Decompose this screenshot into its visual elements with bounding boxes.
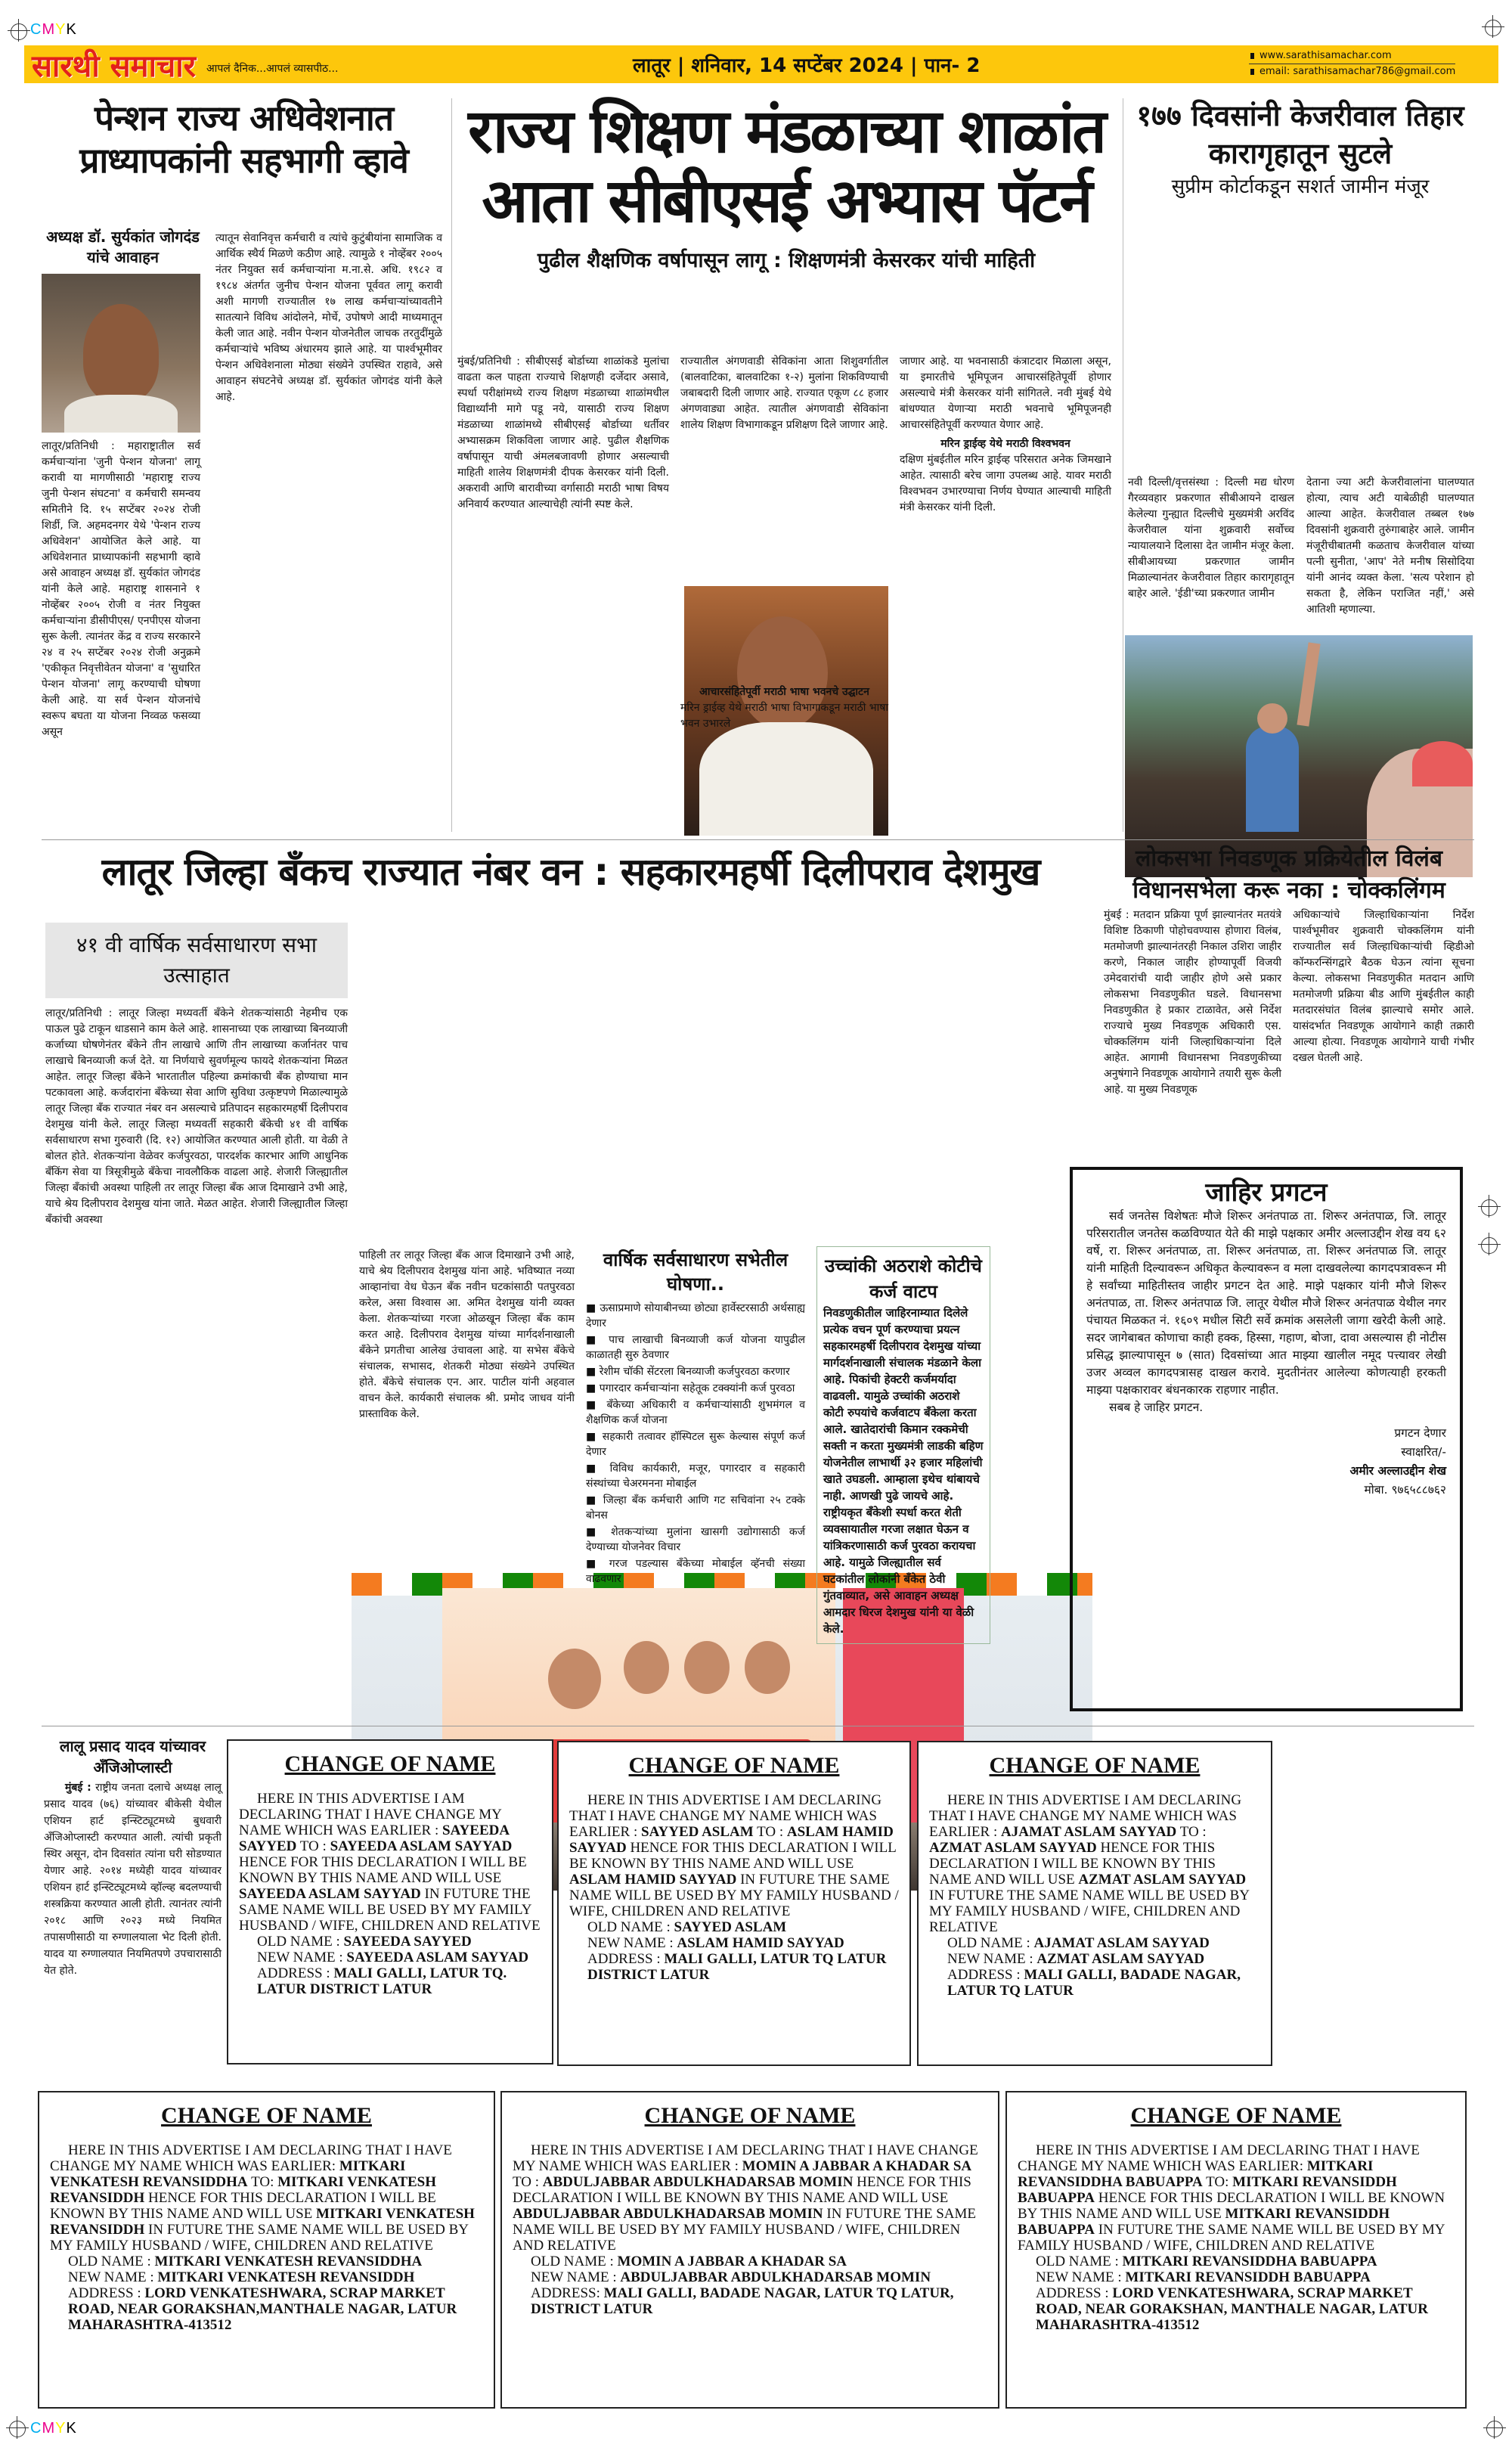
lalu-headline[interactable]: लालू प्रसाद यादव यांच्यावर अँजिओप्लास्टी [59,1737,206,1776]
ad-new-name [929,1951,1260,1967]
ad-old-name [239,1934,541,1950]
announcement-item [586,1429,805,1460]
website-link[interactable]: www.sarathisamachar.com [1249,48,1455,64]
loksabha-col1: मुंबई : मतदान प्रक्रिया पूर्ण झाल्यानंतर मतयंत्रे विशिष्ट ठिकाणी पोहोचवण्यास होणारा विलंब, मतमोजणी झाल्यानंतरही निकाल उशिरा जाहीर करणे, निकाल जाहीर होण्यापूर्वी विजयी उमेदवारांची यादी जाहीर होणे असे प्रकार लोकसभा निवडणुकीत घडले. विधानसभा निवडणुकीत हे प्रकार टाळावेत, असे निर्देश राज्याचे मुख्य निवडणूक अधिकारी एस. चोक्कलिंगम यांनी जिल्हाधिकाऱ्यांना दिले आहेत. आगामी विधानसभा निवडणुकीच्या अनुषंगाने निवडणूक आयोगाने तयारी सुरू केली आहे. या मुख्य निवडणूक [1104,909,1281,1096]
cbse-headline-line1[interactable]: राज्य शिक्षण मंडळाच्या शाळांत [468,96,1105,166]
bank-col2: पाहिली तर लातूर जिल्हा बँक आज दिमाखाने उभी आहे, याचे श्रेय दिलीपराव देशमुख यांना आहे. भविष्यात नव्या आव्हानांचा वेध घेऊन बँक नवीन घटकांसाठी पतपुरवठा करेल, असा विश्वास आ. अमित देशमुख यांनी व्यक्त केला. शेतकऱ्यांच्या गरजा ओळखून जिल्हा बँक काम करत आहे. दिलीपराव देशमुख यांच्या मार्गदर्शनाखाली बँकेने प्रगतीचा आलेख उंचावला आहे. या सभेस बँकेचे संचालक, सभासद, शेतकरी मोठ्या संख्येने उपस्थित होते. बँकेचे संचालक एन. आर. पाटील यांनी अहवाल वाचन केले. कार्यकारी संचालक श्री. प्रमोद जाधव यांनी प्रास्ताविक केले. [359,1249,575,1420]
ad-title: CHANGE OF NAME [284,1751,496,1776]
ad-old-name-value: SAYYED ASLAM [674,1919,787,1935]
public-notice-closing: सबब हे जाहिर प्रगटन. [1109,1401,1204,1414]
ad-name-bold: MOMIN A JABBAR A KHADAR SA [742,2158,972,2174]
ad-name-bold: MITKARI VENKATESH REVANSIDDH [50,2206,475,2238]
change-of-name-ad [917,1741,1272,2066]
pension-headline[interactable]: पेन्शन राज्य अधिवेशनात प्राध्यापकांनी सहभागी व्हावे [79,98,408,181]
ad-title: CHANGE OF NAME [1130,2103,1342,2128]
announcement-text: सहकारी तत्वावर हॉस्पिटल सुरू केल्यास संपूर्ण कर्ज देणार [586,1431,806,1458]
ad-old-name-label: OLD NAME : [947,1935,1034,1951]
cbse-col2-bottom [680,684,888,732]
bullet-icon: ■ [586,1558,609,1570]
bullet-icon: ■ [586,1366,600,1378]
cbse-col3-after: दक्षिण मुंबईतील मरिन ड्राईव्ह परिसरात अनेक जिमखाने आहेत. त्यासाठी बरेच जागा उपलब्ध आहे. यावर मराठी विश्वभवन उभारण्याचा निर्णय घेण्यात आल्याची माहिती मंत्री केसरकर यांनी दिली. [900,454,1111,513]
public-notice-signature [1086,1424,1446,1500]
change-of-name-ad [557,1741,911,2066]
ad-text: HENCE FOR THIS DECLARATION I WILL BE KNOWN BY THIS NAME AND WILL USE [569,1840,897,1872]
ad-address-value: LORD VENKATESHWARA, SCRAP MARKET ROAD, NEAR GORAKSHAN,MANTHALE NAGAR, LATUR MAHARASHTRA-413512 [68,2285,457,2333]
ad-new-name-label: NEW NAME : [587,1935,677,1951]
ad-address-label: ADDRESS : [947,1967,1024,1983]
ad-name-bold: ABDULJABBAR ABDULKHADARSAB MOMIN [513,2206,823,2222]
bank-kicker: ४१ वी वार्षिक सर्वसाधारण सभा उत्साहात [45,923,348,998]
lalu-story [44,1736,222,1979]
announcement-item [586,1301,805,1331]
ad-address-label: ADDRESS : [1036,2285,1113,2301]
ad-text: IN FUTURE THE SAME NAME WILL BE USED BY MY FAMILY HUSBAND / WIFE, CHILDREN AND RELATIVE [513,2206,976,2254]
ad-address [50,2285,483,2333]
ad-text: IN FUTURE THE SAME NAME WILL BE USED BY MY FAMILY HUSBAND / WIFE, CHILDREN AND RELATIVE [1018,2222,1445,2254]
ad-address-label: ADDRESS : [587,1951,665,1967]
email-link[interactable]: email: sarathisamachar786@gmail.com [1249,64,1455,79]
lalu-body: राष्ट्रीय जनता दलाचे अध्यक्ष लालू प्रसाद यादव (७६) यांच्यावर बीकेसी येथील एशियन हार्ट इन्स्टिट्यूटमध्ये बुधवारी अँजिओप्लास्टी करण्यात आली. त्यांची प्रकृती स्थिर असून, दोन दिवसांत त्यांना घरी सोडण्यात येणार आहे. २०१४ मध्येही यादव यांच्यावर एशियन हार्ट इन्स्टिट्यूटमध्ये व्हॉल्व्ह बदलण्याची शस्त्रक्रिया करण्यात आली होती. त्यानंतर त्यांनी २०१८ आणि २०२३ मध्ये नियमित तपासणीसाठी या रुग्णालयाला भेट दिली होती. यादव या रुग्णालयात नियमितपणे उपचारासाठी येत होते. [44,1782,222,1977]
announcement-text: पाच लाखाची बिनव्याजी कर्ज योजना यापुढील काळातही सुरु ठेवणार [586,1334,805,1361]
ad-name-bold: SAYEEDA ASLAM SAYYAD [330,1838,513,1854]
ad-new-name [239,1950,541,1965]
ad-old-name-label: OLD NAME : [1036,2254,1123,2269]
bullet-icon: ■ [586,1399,607,1411]
ad-old-name-value: SAYEEDA SAYYED [343,1934,472,1950]
ad-new-name-label: NEW NAME : [257,1950,347,1965]
cbse-col3-text: जाणार आहे. या भवनासाठी कंत्राटदार मिळाला असून, या इमारतीचे भूमिपूजन आचारसंहितेपूर्वी होणार असल्याचे मंत्री केसरकर यांनी सांगितले. नवी मुंबई येथे बांधण्यात येणाऱ्या मराठी भवनाचे भूमिपूजनही आचारसंहितेपूर्वी करण्यात येणार आहे. [900,355,1111,431]
lalu-dateline: मुंबई : [65,1782,91,1794]
ad-text: HENCE FOR THIS DECLARATION I WILL BE KNOWN BY THIS NAME AND WILL USE [929,1840,1216,1888]
ad-declaration [1018,2142,1455,2254]
ad-declaration [50,2142,483,2254]
bullet-icon: ■ [586,1494,603,1506]
kejriwal-photo [1125,635,1473,877]
announcements-list [586,1301,805,1587]
ad-new-name-value: ABDULJABBAR ABDULKHADARSAB MOMIN [620,2269,931,2285]
ad-old-name-value: MITKARI VENKATESH REVANSIDDHA [154,2254,423,2269]
announcement-text: गरज पडल्यास बँकेच्या मोबाईल व्हॅनची संख्या वाढवणार [586,1558,805,1585]
kejriwal-col2: देताना ज्या अटी केजरीवालांना घालण्यात होत्या, त्याच अटी याबेळीही घालण्यात आल्या आहेत. केजरीवाल तब्बल १७७ दिवसांनी शुक्रवारी तुरुंगाबाहेर आले. जामीन मंजूरीचीबातमी कळताच केजरीवाल यांच्या पत्नी सुनीता, 'आप' नेते मनीष सिसोदिया यांनी आनंद व्यक्त केला. 'सत्य परेशान हो सकता है, लेकिन पराजित नहीं,' असे आतिशी म्हणाल्या. [1306,476,1474,616]
tagline: आपलं दैनिक...आपलं व्यासपीठ... [206,62,339,75]
ad-old-name-label: OLD NAME : [68,2254,155,2269]
announcement-text: पगारदार कर्मचाऱ्यांना सहेतूक टक्क्यांनी कर्ज पुरवठा [599,1382,795,1394]
bullet-icon: ■ [586,1302,600,1314]
announcements-box [586,1248,805,1588]
dateline: लातूर | शनिवार, 14 सप्टेंबर 2024 | पान- 2 [633,54,981,77]
ad-declaration [929,1792,1260,1935]
announcement-text: रेशीम चॉकी सेंटरला बिनव्याजी कर्जपुरवठा करणार [599,1366,790,1378]
ad-title: CHANGE OF NAME [161,2103,372,2128]
ad-name-bold: MITKARI REVANSIDDHA BABUAPPA [1018,2158,1374,2190]
registration-mark-icon [1482,15,1504,38]
ad-address-value: MALI GALLI, BADADE NAGAR, LATUR TQ LATUR, DISTRICT LATUR [531,2285,954,2317]
ad-address-label: ADDRESS: [531,2285,604,2301]
ad-new-name-label: NEW NAME : [947,1951,1037,1967]
public-notice [1070,1167,1463,1711]
pension-col2: त्यातून सेवानिवृत्त कर्मचारी व त्यांचे कुटुंबीयांना सामाजिक व आर्थिक स्थैर्य मिळणे कठीण आहे. त्यामुळे १ नोव्हेंबर २००५ नंतर नियुक्त सर्व कर्मचाऱ्यांना म.ना.से. अधि. १९८२ व १९८४ अंतर्गत जुनीच पेन्शन योजना पूर्ववत लागू करावी अशी मागणी राज्यातील १७ लाख कर्मचाऱ्यांच्यावतीने सातत्याने विविध आंदोलने, मोर्चे, उपोषणे आदी माध्यमातून केली जात आहे. नवीन पेन्शन योजनेतील जाचक तरतुदींमुळे कर्मचाऱ्यांचे भविष्य अंधारमय झाले आहे. या पार्श्वभूमीवर पेन्शन अधिवेशनाला मोठ्या संख्येने उपस्थित राहावे, असे आवाहन संघटनेचे अध्यक्ष डॉ. सुर्यकांत जोगदंड यांनी केले आहे. [215,232,442,403]
announcement-text: जिल्हा बँक कर्मचारी आणि गट सचिवांना २५ टक्के बोनस [586,1494,805,1522]
ad-name-bold: SAYEEDA SAYYED [239,1823,510,1854]
announcement-item [586,1556,805,1587]
pension-subhead: अध्यक्ष डॉ. सुर्यकांत जोगदंड यांचे आवाहन [46,228,200,266]
ad-new-name-value: SAYEEDA ASLAM SAYYAD [346,1950,529,1965]
ad-address [239,1965,541,1997]
kejriwal-story [1126,97,1474,200]
ad-text: IN FUTURE THE SAME NAME WILL BE USED BY MY FAMILY HUSBAND / WIFE, CHILDREN AND RELATIVE [929,1888,1250,1935]
ad-text: HERE IN THIS ADVERTISE I AM DECLARING THAT I HAVE CHANGE MY NAME WHICH WAS EARLIER : [569,1792,882,1840]
announcement-item [586,1332,805,1363]
registration-mark-icon [1478,1195,1501,1218]
pension-story [45,97,442,181]
bullet-icon: ■ [586,1526,612,1538]
ad-new-name [513,2269,987,2285]
ad-old-name [50,2254,483,2269]
change-of-name-ad [1005,2091,1467,2409]
ad-new-name [1018,2269,1455,2285]
ad-name-bold: AZMAT ASLAM SAYYAD [1078,1872,1247,1888]
ad-old-name-label: OLD NAME : [257,1934,344,1950]
ad-new-name-label: NEW NAME : [1036,2269,1126,2285]
announcement-text: विविध कार्यकारी, मजूर, पगारदार व सहकारी संस्थांच्या चेअरमनना मोबाईल [586,1463,805,1490]
ad-text: HENCE FOR THIS DECLARATION I WILL BE KNOWN BY THIS NAME AND WILL USE [239,1854,527,1886]
kejriwal-col1: नवी दिल्ली/वृत्तसंस्था : दिल्ली मद्य धोरण गैरव्यवहार प्रकरणात सीबीआयने दाखल केलेल्या गुन्ह्यात दिल्लीचे मुख्यमंत्री अरविंद केजरीवाल यांना शुक्रवारी सर्वोच्च न्यायालयाने दिलासा देत जामीन मंजूर केला. सीबीआयच्या प्रकरणात जामीन मिळाल्यानंतर केजरीवाल तिहार कारागृहातून बाहेर आले. 'ईडी'च्या प्रकरणात जामीन [1128,476,1294,600]
ad-name-bold: AZMAT ASLAM SAYYAD [929,1840,1097,1856]
ad-text: HENCE FOR THIS DECLARATION I WILL BE KNOWN BY THIS NAME AND WILL USE [50,2190,436,2222]
ad-text: IN FUTURE THE SAME NAME WILL BE USED BY MY FAMILY HUSBAND / WIFE, CHILDREN AND RELATIVE [569,1872,899,1919]
ad-address [569,1951,899,1983]
ad-old-name-value: AJAMAT ASLAM SAYYAD [1033,1935,1210,1951]
bullet-icon: ■ [586,1463,610,1475]
announcement-item [586,1525,805,1555]
announcement-text: शेतकऱ्यांच्या मुलांना खासगी उद्योगासाठी कर्ज देण्याच्या योजनेवर विचार [586,1526,806,1553]
ad-address-value: LORD VENKATESHWARA, SCRAP MARKET ROAD, NEAR GORAKSHAN, MANTHALE NAGAR, LATUR MAHARASHTRA-413512 [1036,2285,1429,2333]
ad-name-bold: MITKARI VENKATESH REVANSIDDHA [50,2158,406,2190]
ad-name-bold: AJAMAT ASLAM SAYYAD [1001,1824,1177,1840]
ad-text: HERE IN THIS ADVERTISE I AM DECLARING THAT I HAVE CHANGE MY NAME WHICH WAS EARLIER : [513,2142,978,2174]
ad-old-name-label: OLD NAME : [531,2254,618,2269]
ad-name-bold: ABDULJABBAR ABDULKHADARSAB MOMIN [542,2174,854,2190]
ad-address [1018,2285,1455,2333]
ad-address-label: ADDRESS : [68,2285,145,2301]
ad-text: IN FUTURE THE SAME NAME WILL BE USED BY MY FAMILY HUSBAND / WIFE, CHILDREN AND RELATIVE [239,1886,541,1934]
ad-text: TO : [1176,1824,1207,1840]
ad-declaration [239,1791,541,1934]
public-notice-body: सर्व जनतेस विशेषतः मौजे शिरूर अनंतपाळ ता. शिरूर अनंतपाळ, जि. लातूर परिसरातील जनतेस कळविण्यात येते की माझे पक्षकार अमीर अल्लाउद्दीन शेख वय ६२ वर्षे, रा. शिरूर अनंतपाळ, ता. शिरूर अनंतपाळ, ता. शिरूर अनंतपाळ जि. लातूर यांनी माहिती दिल्यावरून अधिकृत केल्यावरून व मला दाखवलेल्या कागदपत्रावरून मी हे सर्वांच्या माहितीस्तव जाहीर प्रगटन देत आहे. माझे पक्षकार यांनी मौजे शिरूर अनंतपाळ, ता. शिरूर अनंतपाळ जि. लातूर येथील मौजे शिरूर अनंतपाळ येथील नगर पंचायत मिळकत नं. १६०९ मधील सिटी सर्वे क्रमांक असलेली जागा खरेदी केली आहे. सदर जागेबाबत कोणाचा काही हक्क, हिस्सा, गहाण, बोजा, दावा असल्यास ही नोटीस प्रसिद्ध झाल्यापासून ७ (सात) दिवसांच्या आत माझ्या खालील नमूद पत्त्यावर लेखी उजर अव्वल कागदपत्रासह दाखल करावे. मुदतीनंतर आलेल्या कोणत्याही हरकती माझ्या पक्षकारावर बंधनकारक राहणार नाहीत. [1086,1209,1446,1397]
ad-declaration [513,2142,987,2254]
bullet-icon: ■ [586,1431,603,1443]
ad-address [929,1967,1260,1999]
masthead [24,45,1498,83]
ad-name-bold: MITKARI REVANSIDDH BABUAPPA [1018,2206,1390,2238]
ad-address-value: MALI GALLI, LATUR TQ LATUR DISTRICT LATUR [587,1951,887,1983]
ad-text: HERE IN THIS ADVERTISE I AM DECLARING THAT I HAVE CHANGE MY NAME WHICH WAS EARLIER : [929,1792,1242,1840]
ad-text: IN FUTURE THE SAME NAME WILL BE USED BY MY FAMILY HUSBAND / WIFE, CHILDREN AND RELATIVE [50,2222,469,2254]
loan-body: निवडणुकीतील जाहिरनाम्यात दिलेले प्रत्येक वचन पूर्ण करण्याचा प्रयत्न सहकारमहर्षी दिलीपराव देशमुख यांच्या मार्गदर्शनाखाली संचालक मंडळाने केला आहे. पिकांची हेक्टरी कर्जमर्यादा वाढवली. यामुळे उच्चांकी अठराशे कोटी रुपयांचे कर्जवाटप बँकेला करता आले. खातेदारांची किमान रक्कमेची सक्ती न करता मुख्यमंत्री लाडकी बहिण योजनेतील लाभार्थी ३२ हजार महिलांची खाते उघडली. आम्हाला इथेच थांबायचे नाही. आणखी पुढे जायचे आहे. राष्ट्रीयकृत बँकेशी स्पर्धा करत शेती व्यवसायातील गरजा लक्षात घेऊन व यांत्रिकरणासाठी कर्ज पुरवठा करायचा आहे. यामुळे जिल्ह्यातील सर्व घटकांतील लोकांनी बँकेत ठेवी गुंतवाव्यात, असे आवाहन अध्यक्ष आमदार धिरज देशमुख यांनी या वेळी केले. [823,1306,984,1636]
announcement-text: ऊसाप्रमाणे सोयाबीनच्या छोट्या हार्वेस्टरसाठी अर्थसाह्य देणार [586,1302,805,1329]
ad-old-name [569,1919,899,1935]
bank-headline[interactable]: लातूर जिल्हा बँकच राज्यात नंबर वन : सहकारमहर्षी दिलीपराव देशमुख [101,850,1040,894]
ad-address-label: ADDRESS : [257,1965,334,1981]
announcement-item [586,1461,805,1491]
jogdand-photo [42,274,200,433]
change-of-name-ad [227,1739,553,2064]
cbse-story [454,97,1119,273]
change-of-name-ad [38,2091,495,2409]
ad-old-name-value: MOMIN A JABBAR A KHADAR SA [617,2254,847,2269]
ad-old-name-label: OLD NAME : [587,1919,674,1935]
announcement-item [586,1493,805,1523]
cmyk-marker-bottom: CMYK [30,2420,77,2437]
ad-address-value: MALI GALLI, BADADE NAGAR, LATUR TQ LATUR [947,1967,1241,1999]
change-of-name-ad [500,2091,999,2409]
ad-old-name [1018,2254,1455,2269]
loan-box [816,1246,990,1644]
ad-name-bold: ASLAM HAMID SAYYAD [569,1872,737,1888]
cbse-col3-subhead: मरिन ड्राईव्ह येथे मराठी विश्वभवन [940,438,1070,450]
ad-name-bold: ASLAM HAMID SAYYAD [569,1824,894,1856]
ad-text: HENCE FOR THIS DECLARATION I WILL BE KNOWN BY THIS NAME AND WILL USE [1018,2190,1445,2222]
ad-declaration [569,1792,899,1919]
ad-text: TO: [1202,2174,1233,2190]
cbse-col1: मुंबई/प्रतिनिधी : सीबीएसई बोर्डाच्या शाळांकडे मुलांचा वाढता कल पाहता राज्याचे शिक्षणही दर्जेदार असावे, स्पर्धा परीक्षांमध्ये राज्य शिक्षण मंडळाच्या शाळांमधील विद्यार्थ्यांनी मागे पडू नये, यासाठी राज्य शिक्षण मंडळाच्या शाळांमध्ये सीबीएसई बोर्डाच्या धर्तीवर अभ्यासक्रम शिकविला जाणार आहे. पुढील शैक्षणिक वर्षापासून याची अंमलबजावणी होणार असल्याची माहिती शालेय शिक्षणमंत्री दीपक केसरकर यांनी दिली. अकरावी आणि बारावीच्या वर्गासाठी मराठी भाषा विषय अनिवार्य करण्यात आल्याचेही त्यांनी स्पष्ट केले. [457,355,669,510]
ad-new-name-label: NEW NAME : [68,2269,158,2285]
ad-name-bold: SAYEEDA ASLAM SAYYAD [239,1886,421,1902]
announcement-item [586,1381,805,1396]
loksabha-headline[interactable]: लोकसभा निवडणूक प्रक्रियेतील विलंब विधानसभेला करू नका : चोक्कलिंगम [1132,845,1445,904]
public-notice-title: जाहिर प्रगटन [1205,1177,1328,1208]
cbse-col2-after: मरिन ड्राईव्ह येथे मराठी भाषा विभागाकडून मराठी भाषा भवन उभारले [680,702,888,730]
cbse-col2-text: राज्यातील अंगणवाडी सेविकांना आता शिशुवर्गातील (बालवाटिका, बालवाटिका १-२) मुलांना शिकविण्याची जबाबदारी दिली जाणार आहे. राज्यात एकूण ८८ हजार अंगणवाड्या आहेत. त्यातील अंगणवाडी सेविकांना शालेय शिक्षण विभागाकडून प्रशिक्षण दिले जाणार आहे. [680,355,888,431]
ad-text: TO : [296,1838,330,1854]
ad-new-name [50,2269,483,2285]
cbse-subhead: पुढील शैक्षणिक वर्षापासून लागू : शिक्षणमंत्री केसरकर यांची माहिती [537,249,1036,272]
ad-new-name-value: AZMAT ASLAM SAYYAD [1036,1951,1205,1967]
ad-new-name-value: ASLAM HAMID SAYYAD [677,1935,844,1951]
ad-text: HERE IN THIS ADVERTISE I AM DECLARING THAT I HAVE CHANGE MY NAME WHICH WAS EARLIER: [1018,2142,1420,2174]
ad-title: CHANGE OF NAME [628,1753,840,1778]
ad-old-name [513,2254,987,2269]
signatory-name: अमीर अल्लाउद्दीन शेख [1349,1464,1446,1478]
ad-new-name-label: NEW NAME : [531,2269,621,2285]
cbse-col3 [900,354,1111,516]
ad-name-bold: MITKARI VENKATESH REVANSIDDH [50,2174,437,2206]
cmyk-marker-top: CMYK [30,21,77,38]
cbse-col2-subhead: आचारसंहितेपूर्वी मराठी भाषा भवनचे उद्घाटन [699,686,869,698]
announcements-title: वार्षिक सर्वसाधारण सभेतील घोषणा.. [603,1249,789,1295]
announcement-item [586,1398,805,1428]
ad-old-name [929,1935,1260,1951]
ad-name-bold: MITKARI REVANSIDDH BABUAPPA [1018,2174,1397,2206]
cbse-col2-top [680,354,888,433]
ad-text: HENCE FOR THIS DECLARATION I WILL BE KNOWN BY THIS NAME AND WILL USE [513,2174,971,2206]
signoff-label: प्रगटन देणार [1394,1426,1446,1440]
kejriwal-headline[interactable]: १७७ दिवसांनी केजरीवाल तिहार कारागृहातून सुटले [1136,99,1464,170]
pension-col1: लातूर/प्रतिनिधी : महाराष्ट्रातील सर्व कर्मचाऱ्यांना 'जुनी पेन्शन योजना' लागू करावी या मागणीसाठी 'महाराष्ट्र राज्य जुनी पेन्शन संघटना' व कर्मचारी समन्वय समितीने दि. १५ सप्टेंबर २०२४ रोजी शिर्डी, जि. अहमदनगर येथे 'पेन्शन राज्य अधिवेशन' आयोजित केले आहे. या अधिवेशनात प्राध्यापकांनी सहभागी व्हावे असे आवाहन अध्यक्ष डॉ. सुर्यकांत जोगदंड यांनी केले आहे. महाराष्ट्र शासनाने १ नोव्हेंबर २००५ रोजी व नंतर नियुक्त कर्मचाऱ्यांना डीसीपीएस/ एनपीएस योजना सुरू केली. त्यानंतर केंद्र व राज्य सरकारने २४ व २५ सप्टेंबर २०२४ रोजी अनुक्रमे 'एकीकृत निवृत्तीवेतन योजना' व 'सुधारित पेन्शन योजना' लागू करण्याची घोषणा केली आहे. या सर्व पेन्शन योजनांचे स्वरूप बघता या योजना निव्वळ फसव्या असून [42,440,200,738]
ad-address-value: MALI GALLI, LATUR TQ. LATUR DISTRICT LATUR [257,1965,507,1997]
cbse-headline-line2[interactable]: आता सीबीएसई अभ्यास पॅटर्न [482,166,1091,236]
ad-text: HERE IN THIS ADVERTISE I AM DECLARING THAT I HAVE CHANGE MY NAME WHICH WAS EARLIER : [239,1791,502,1838]
ad-new-name-value: MITKARI REVANSIDDH BABUAPPA [1125,2269,1371,2285]
brand-logo[interactable]: सारथी समाचार [32,48,197,84]
ad-old-name-value: MITKARI REVANSIDDHA BABUAPPA [1122,2254,1377,2269]
ad-title: CHANGE OF NAME [644,2103,856,2128]
registration-mark-icon [6,2416,29,2439]
ad-new-name [569,1935,899,1951]
ad-text: HERE IN THIS ADVERTISE I AM DECLARING THAT I HAVE CHANGE MY NAME WHICH WAS EARLIER: [50,2142,452,2174]
ad-text: TO : [753,1824,787,1840]
loksabha-col2: अधिकाऱ्यांचे जिल्हाधिकाऱ्यांना निर्देश पार्श्वभूमीवर शुक्रवारी चोक्कलिंगम यांनी राज्यातील सर्व जिल्हाधिकाऱ्यांची व्हिडीओ कॉन्फरन्सिंगद्वारे बैठक घेऊन त्यांना सूचना केल्या. लोकसभा निवडणुकीत मतदान आणि मतमोजणी प्रक्रिया बीड आणि मुंबईतील काही मतदारसंघांत विलंब झाल्याचे समोर आले. यासंदर्भात निवडणूक आयोगाने काही तक्रारी आल्या होत्या. निवडणूक आयोगाने याची गंभीर दखल घेतली आहे. [1293,909,1474,1064]
ad-text: TO: [247,2174,278,2190]
kejriwal-subhead: सुप्रीम कोर्टाकडून सशर्त जामीन मंजूर [1171,175,1430,198]
announcement-item [586,1364,805,1379]
registration-mark-icon [8,19,30,42]
signatory-mobile: मोबा. ९७६५८८७६२ [1364,1483,1446,1497]
ad-text: TO : [513,2174,543,2190]
registration-mark-icon [1478,1233,1501,1255]
ad-address [513,2285,987,2317]
ad-title: CHANGE OF NAME [989,1753,1201,1778]
ad-new-name-value: MITKARI VENKATESH REVANSIDDH [157,2269,415,2285]
bullet-icon: ■ [586,1334,609,1346]
ad-name-bold: SAYYED ASLAM [641,1824,754,1840]
bank-col1: लातूर/प्रतिनिधी : लातूर जिल्हा मध्यवर्ती बँकेने शेतकऱ्यांसाठी नेहमीच एक पाऊल पुढे टाकून धाडसाने काम केले आहे. शासनाच्या एक लाखाच्या बिनव्याजी कर्जाच्या घोषणेनंतर बँकेने तीन लाखाचे आणि तीन लाखाच्या कर्जानंतर पाच लाखाचे बिनव्याजी कर्ज देते. या निर्णयाचे सुवर्णमूल्य फायदे शेतकऱ्यांना मिळत आहेत. लातूर जिल्हा बँकेने भारतातील पहिल्या क्रमांकाची बँक होण्याचा मान पटकावला आहे. कर्जदारांना बँकेच्या सेवा आणि सुविधा उत्कृष्टपणे मिळाल्यामुळे लातूर जिल्हा बँक राज्यात नंबर वन असल्याचे प्रतिपादन सहकारमहर्षी दिलीपराव देशमुख यांनी केले. लातूर जिल्हा मध्यवर्ती सहकारी बँकेची ४१ वी वार्षिक सर्वसाधारण सभा गुरुवारी (दि. १२) आयोजित करण्यात आली होती. या वेळी ते बोलत होते. शेतकऱ्यांना वेळेवर कर्जपुरवठा, पारदर्शक कारभार आणि आधुनिक बँकिंग सेवा या त्रिसूत्रीमुळे बँकेचा नावलौकिक वाढला आहे. शेजारी जिल्ह्यातील जिल्हा बँकांची अवस्था पाहिली तर लातूर जिल्हा बँक आज दिमाखाने उभी आहे, याचे श्रेय दिलीपराव देशमुख यांना जाते. मेळत आहेत. शेजारी जिल्ह्यातील जिल्हा बँकांची अवस्था [45,1007,348,1226]
bullet-icon: ■ [586,1382,600,1394]
registration-mark-icon [1483,2416,1506,2439]
loan-title: उच्चांकी अठराशे कोटीचे कर्ज वाटप [825,1255,982,1302]
contact-block [1249,48,1455,79]
announcement-text: बँकेच्या अधिकारी व कर्मचाऱ्यांसाठी शुभमंगल व शैक्षणिक कर्ज योजना [586,1399,805,1426]
signed-label: स्वाक्षरित/- [1401,1445,1446,1459]
